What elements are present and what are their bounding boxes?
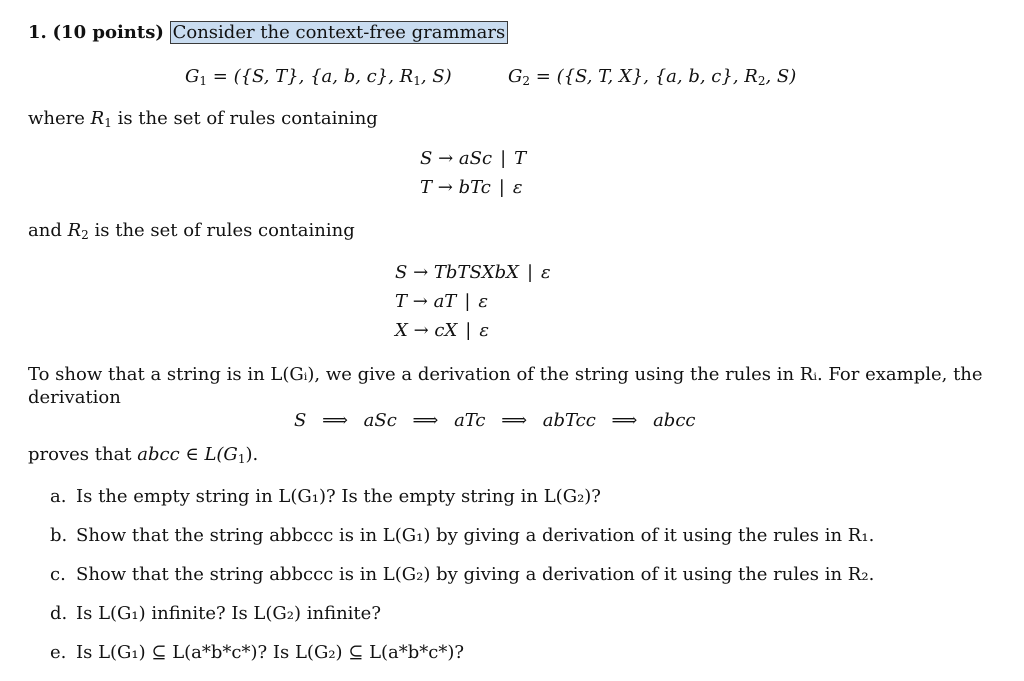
derivation-step: abTcc [542,410,596,431]
rule-arrow: → [412,291,428,312]
g1-tuple: = ({S, T}, {a, b, c}, R [212,66,414,87]
proves-statement [28,444,258,466]
rule-bar: | [464,291,471,312]
rule-alt: ε [512,177,523,198]
r2-intro-suffix: is the set of rules containing [88,220,355,241]
part-label: c. [50,564,66,585]
part-text: Is L(G₁) infinite? Is L(G₂) infinite? [76,603,381,624]
part-text: Is L(G₁) ⊆ L(a*b*c*)? Is L(G₂) ⊆ L(a*b*c*)? [76,642,465,663]
part-label: a. [50,486,67,507]
g1-subscript: 1 [199,74,208,88]
list-item [50,642,874,681]
part-text: Show that the string abbccc is in L(G₂) by giving a derivation of it using the rules in R₂. [76,564,875,585]
rule-alt: cX [434,320,458,341]
part-text: Show that the string abbccc is in L(G₁) by giving a derivation of it using the rules in R₁. [76,525,875,546]
highlighted-text[interactable]: Consider the context-free grammars [170,21,509,44]
r2-rules [395,262,551,349]
rule-arrow: → [413,320,429,341]
list-item [50,564,874,603]
rule-row [420,177,526,206]
r2-intro [28,220,355,242]
r2-symbol: R [67,220,82,241]
list-item [50,525,874,564]
rule-arrow: → [413,262,429,283]
rule-row [420,148,526,177]
r1-intro [28,108,378,130]
g2-tuple-end: , S) [765,66,797,87]
derivation-step: aTc [454,410,486,431]
rule-row [395,320,551,349]
grammar-g1-definition [185,66,452,88]
derivation-arrow: ⟹ [611,410,638,431]
r1-rules [420,148,526,206]
rule-lhs: S [395,262,408,283]
question-points: (10 points) [52,22,164,43]
rule-alt: bTc [458,177,491,198]
rule-alt: aSc [458,148,493,169]
rule-bar: | [500,148,507,169]
g2-rules-subscript: 2 [757,74,766,88]
list-item [50,603,874,642]
derivation-step: aSc [363,410,397,431]
rule-bar: | [465,320,472,341]
derivation-step: abcc [653,410,696,431]
question-header [28,22,508,44]
list-item [50,486,874,525]
rule-lhs: T [420,177,433,198]
grammar-g2-definition [508,66,796,88]
rule-arrow: → [438,148,454,169]
paragraph-line-1: To show that a string is in L(Gᵢ), we give a derivation of the string using the rules in Rᵢ. For example, the [28,364,983,385]
g2-symbol: G [508,66,523,87]
g1-rules-subscript: 1 [413,74,421,88]
rule-bar: | [498,177,505,198]
proves-expression: abcc ∈ L(G [137,444,238,465]
part-label: e. [50,642,67,663]
rule-alt: T [514,148,527,169]
rule-alt: aT [433,291,457,312]
derivation-step: S [294,410,307,431]
g1-symbol: G [185,66,200,87]
rule-lhs: X [395,320,408,341]
question-parts [50,486,874,681]
rule-lhs: S [420,148,433,169]
proves-prefix: proves that [28,444,138,465]
proves-subscript: 1 [237,452,246,466]
rule-row [395,262,551,291]
proves-end: ). [245,444,259,465]
g2-tuple: = ({S, T, X}, {a, b, c}, R [535,66,758,87]
r1-subscript: 1 [104,116,112,130]
example-derivation [294,410,696,432]
derivation-arrow: ⟹ [501,410,528,431]
rule-lhs: T [395,291,408,312]
rule-alt: ε [479,320,490,341]
rule-bar: | [526,262,534,283]
r1-symbol: R [90,108,105,129]
g1-tuple-end: , S) [420,66,452,87]
paragraph-line-2: derivation [28,387,121,408]
part-label: d. [50,603,68,624]
rule-alt: ε [478,291,489,312]
r2-intro-prefix: and [28,220,68,241]
rule-row [395,291,551,320]
derivation-arrow: ⟹ [412,410,439,431]
question-number: 1. [28,22,47,43]
derivation-arrow: ⟹ [322,410,348,431]
r1-intro-prefix: where [28,108,91,129]
part-label: b. [50,525,68,546]
r2-subscript: 2 [81,228,89,242]
r1-intro-suffix: is the set of rules containing [111,108,378,129]
part-text: Is the empty string in L(G₁)? Is the empty string in L(G₂)? [76,486,601,507]
rule-alt: ε [541,262,551,283]
rule-arrow: → [437,177,453,198]
rule-alt: TbTSXbX [433,262,519,283]
g2-subscript: 2 [522,74,531,88]
